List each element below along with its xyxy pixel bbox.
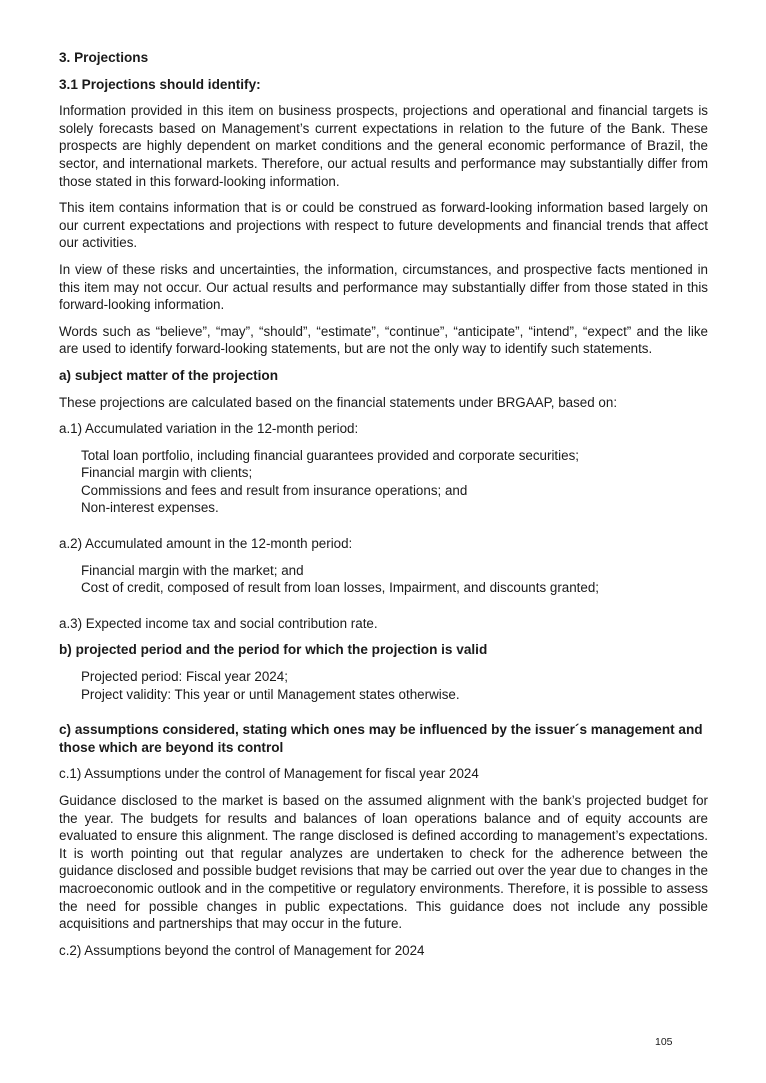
list-item: Projected period: Fiscal year 2024; xyxy=(81,669,288,685)
a3-label: a.3) Expected income tax and social contribution rate. xyxy=(59,615,378,631)
list-item: Total loan portfolio, including financial guarantees provided and corporate securities; xyxy=(81,447,579,463)
section-b-list xyxy=(81,668,708,703)
list-item: Financial margin with clients; xyxy=(81,465,253,481)
list-item: Non-interest expenses. xyxy=(81,500,219,516)
section-a-intro: These projections are calculated based on the financial statements under BRGAAP, based on: xyxy=(59,394,618,410)
a1-label: a.1) Accumulated variation in the 12-month period: xyxy=(59,421,359,437)
a2-label: a.2) Accumulated amount in the 12-month period: xyxy=(59,536,353,552)
list-item: Commissions and fees and result from insurance operations; and xyxy=(81,482,468,498)
list-item: Project validity: This year or until Management states otherwise. xyxy=(81,686,460,702)
intro-paragraph-1: Information provided in this item on business prospects, projections and operational and financial targets is solely forecasts based on Management’s current expectations in relation to the future of the Bank. These prospects are highly dependent on market conditions and the general economic performance of Brazil, the sector, and international markets. Therefore, our actual results and performance may substantially differ from those stated in this forward-looking information. xyxy=(59,103,708,189)
list-item: Financial margin with the market; and xyxy=(81,562,304,578)
a2-list xyxy=(81,562,708,597)
c1-label: c.1) Assumptions under the control of Management for fiscal year 2024 xyxy=(59,766,479,782)
c1-paragraph: Guidance disclosed to the market is based on the assumed alignment with the bank’s projected budget for the year. The budgets for results and balances of loan operations balance and of equity accounts are evaluated to ensure this alignment. The range disclosed is defined according to management’s expectations. It is worth pointing out that regular analyzes are undertaken to check for the adherence between the guidance disclosed and possible budget revisions that may be carried out over the year due to changes in the macroeconomic outlook and in the competitive or regulatory environments. Therefore, it is possible to assess the need for possible changes in public expectations. This guidance does not include any possible acquisitions and partnerships that may occur in the future. xyxy=(59,793,708,932)
subsection-title: 3.1 Projections should identify: xyxy=(59,76,261,92)
section-a-heading: a) subject matter of the projection xyxy=(59,367,279,383)
a1-list xyxy=(81,447,708,517)
c2-label: c.2) Assumptions beyond the control of Management for 2024 xyxy=(59,942,425,958)
section-b-heading: b) projected period and the period for which the projection is valid xyxy=(59,642,488,658)
section-title: 3. Projections xyxy=(59,50,149,65)
intro-paragraph-3: In view of these risks and uncertainties, the information, circumstances, and prospective facts mentioned in this item may not occur. Our actual results and performance may substantially differ from those stated in this forward-looking information. xyxy=(59,261,708,313)
document-page xyxy=(59,49,708,968)
section-c-heading: c) assumptions considered, stating which ones may be influenced by the issuer´s management and those which are beyond its control xyxy=(59,722,703,755)
intro-paragraph-4: Words such as “believe”, “may”, “should”, “estimate”, “continue”, “anticipate”, “intend”, “expect” and the like are used to identify forward-looking statements, but are not the only way to identify such statements. xyxy=(59,323,708,357)
page-number: 105 xyxy=(655,1036,673,1048)
list-item: Cost of credit, composed of result from loan losses, Impairment, and discounts granted; xyxy=(81,580,600,596)
intro-paragraph-2: This item contains information that is or could be construed as forward-looking information based largely on our current expectations and projections with respect to future developments and financial trends that affect our activities. xyxy=(59,200,708,251)
